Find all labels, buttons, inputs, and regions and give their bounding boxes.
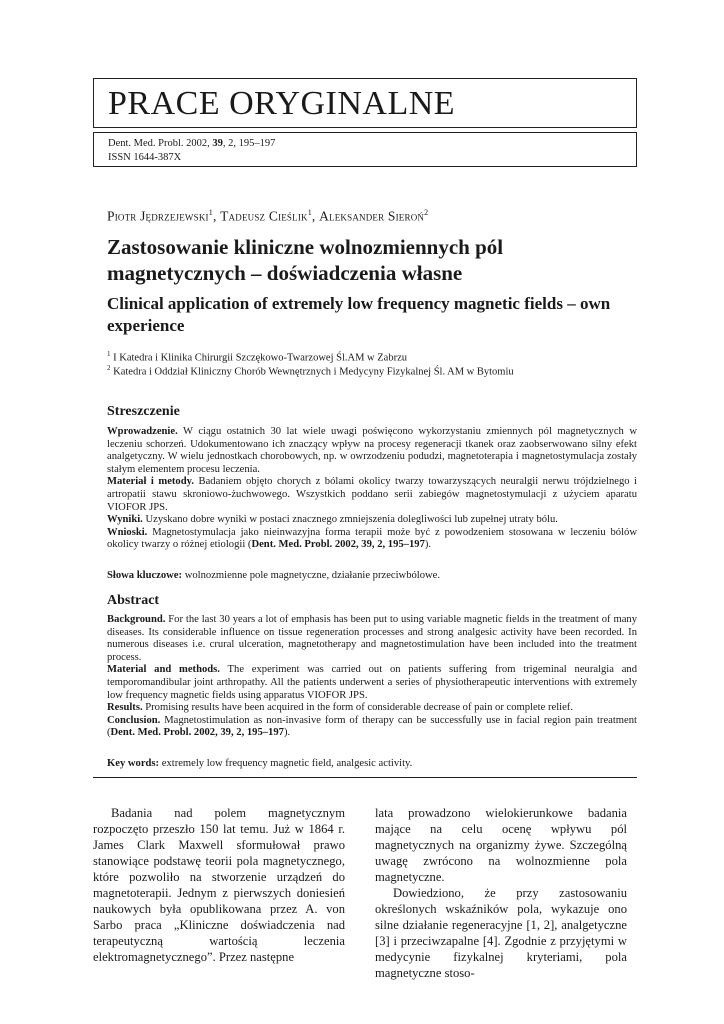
section-label: Wyniki. <box>107 514 143 526</box>
author-affiliation-mark: 1 <box>208 208 213 217</box>
section-label: Materiał i metody. <box>107 476 194 488</box>
author-affiliation-mark: 1 <box>307 208 312 217</box>
section-label: Material and methods. <box>107 664 220 676</box>
author-separator: , <box>311 208 320 224</box>
author-name: Aleksander Sieroń <box>319 208 425 224</box>
section-divider <box>93 777 637 778</box>
citation-suffix: , 2, 195–197 <box>222 138 276 149</box>
section-title: PRACE ORYGINALNE <box>108 85 456 122</box>
citation-volume: 39 <box>212 138 223 149</box>
body-column-left <box>93 805 345 965</box>
citation: Dent. Med. Probl. 2002, 39, 2, 195–197 <box>110 727 284 739</box>
abstract-section-background <box>107 614 637 664</box>
body-paragraph: Dowiedziono, że przy zastosowaniu określonych wskaźników pola, wykazuje ono silne działanie regeneracyjne [1, 2], analgetyczne [3] i przeciwzapalne [4]. Zgodnie z przyjętymi w medycynie fizykalnej kryteriami, pola magnetyczne stoso- <box>375 886 627 980</box>
body-paragraph: lata prowadzono wielokierunkowe badania mające na celu ocenę wpływu pól magnetycznych na organizmy żywe. Szczególną uwagę zwrócono na wolnozmienne pola magnetyczne. <box>375 806 627 884</box>
author-separator: , <box>212 208 221 224</box>
streszczenie-body <box>107 426 637 552</box>
section-text: Magnetostymulacja jako nieinwazyjna forma terapii może być z powodzeniem stosowana w leczeniu bólów okolicy twarzy o różnej etiologii ( <box>107 526 637 551</box>
section-text: Uzyskano dobre wyniki w postaci znacznego zmniejszenia dolegliwości lub zupełnej utraty bólu. <box>145 514 558 526</box>
citation: Dent. Med. Probl. 2002, 39, 2, 195–197 <box>251 539 425 551</box>
title-polish: Zastosowanie kliniczne wolnozmiennych pól magnetycznych – doświadczenia własne <box>107 235 504 285</box>
author-affiliation-mark: 2 <box>424 208 429 217</box>
keywords-text: wolnozmienne pole magnetyczne, działanie przeciwbólowe. <box>184 570 441 581</box>
abstract-keywords <box>107 758 637 771</box>
streszczenie-heading: Streszczenie <box>107 404 180 419</box>
section-text: W ciągu ostatnich 30 lat wiele uwagi poświęcono wykorzystaniu zmiennych pól magnetycznych w leczeniu schorzeń. Udokumentowano ich znaczący wpływ na procesy regeneracji tkanek oraz zaobserwowano silny efekt analgetyczny. W wielu jednostkach chorobowych, np. w owrzodzeniu podudzi, magnetoterapia i magnetostymulacja zostały stałym elementem procesu leczenia. <box>107 426 637 475</box>
author-list <box>107 208 428 225</box>
affiliation-number: 2 <box>107 364 111 372</box>
section-label: Conclusion. <box>107 714 161 726</box>
section-tail: ). <box>424 539 432 551</box>
abstract-section-results <box>107 514 637 527</box>
citation-line <box>108 137 275 150</box>
affiliation-text: I Katedra i Klinika Chirurgii Szczękowo-Twarzowej Śl.AM w Zabrzu <box>113 352 407 364</box>
body-column-right <box>375 805 627 981</box>
journal-info-box <box>93 132 637 167</box>
streszczenie-keywords <box>107 570 637 583</box>
affiliation-number: 1 <box>107 350 111 358</box>
section-text: Badaniem objęto chorych z bólami okolicy twarzy towarzyszących neuralgii nerwu trójdzielnego i artropatii stawu skroniowo-żuchwowego. Wszystkich poddano serii zabiegów magnetostymulacji z użyciem aparatu VIOFOR JPS. <box>107 476 637 513</box>
section-text: For the last 30 years a lot of emphasis has been put to using variable magnetic fields in the treatment of many diseases. Its considerable influence on tissue regeneration processes and strong analgesic activity have been recorded. In numerous diseases i.e. crural ulceration, magnetotherapy and magnetostimulation have been included into the treatment process. <box>107 614 637 663</box>
section-text: The experiment was carried out on patients suffering from trigeminal neuralgia and temporomandibular joint arthropathy. All the patients underwent a series of physiotherapeutic interventions with extremely low frequency magnetic fields using apparatus VIOFOR JPS. <box>107 664 637 701</box>
section-tail: ). <box>283 727 291 739</box>
abstract-section-results <box>107 702 637 715</box>
citation-prefix: Dent. Med. Probl. 2002, <box>108 138 213 149</box>
abstract-section-introduction <box>107 426 637 476</box>
abstract-body <box>107 614 637 740</box>
affiliation-2 <box>107 362 514 379</box>
author-name: Tadeusz Cieślik <box>220 208 308 224</box>
keywords-label: Słowa kluczowe: <box>107 570 183 581</box>
body-paragraph: Badania nad polem magnetycznym rozpoczęto przeszło 150 lat temu. Już w 1864 r. James Clark Maxwell sformułował prawo stanowiące podstawę teorii pola magnetycznego, które pozwoliło na stworzenie urządzeń do magnetoterapii. Jednym z pierwszych doniesień naukowych była opublikowana przez A. von Sarbo praca „Kliniczne doświadczenia nad terapeutyczną wartością leczenia elektromagnetycznego”. Przez następne <box>93 806 345 964</box>
author-name: Piotr Jędrzejewski <box>107 208 209 224</box>
issn-line: ISSN 1644-387X <box>108 152 182 163</box>
section-label: Background. <box>107 614 166 625</box>
title-english: Clinical application of extremely low frequency magnetic fields – own experience <box>107 294 611 335</box>
affiliation-text: Katedra i Oddział Kliniczny Chorób Wewnętrznych i Medycyny Fizykalnej Śl. AM w Bytomiu <box>113 366 514 378</box>
abstract-section-methods <box>107 476 637 514</box>
abstract-heading: Abstract <box>107 593 160 608</box>
abstract-section-methods <box>107 664 637 702</box>
section-label: Wprowadzenie. <box>107 426 178 437</box>
keywords-label: Key words: <box>107 758 160 769</box>
keywords-text: extremely low frequency magnetic field, analgesic activity. <box>161 758 413 769</box>
section-header-box <box>93 78 637 128</box>
section-label: Wnioski. <box>107 526 148 538</box>
section-text: Promising results have been acquired in the form of considerable decrease of pain or complete relief. <box>145 702 573 714</box>
section-text: Magnetostimulation as non-invasive form of therapy can be successfully use in facial region pain treatment ( <box>107 714 637 739</box>
section-label: Results. <box>107 702 143 714</box>
abstract-section-conclusion <box>107 715 637 740</box>
abstract-section-conclusions <box>107 527 637 552</box>
